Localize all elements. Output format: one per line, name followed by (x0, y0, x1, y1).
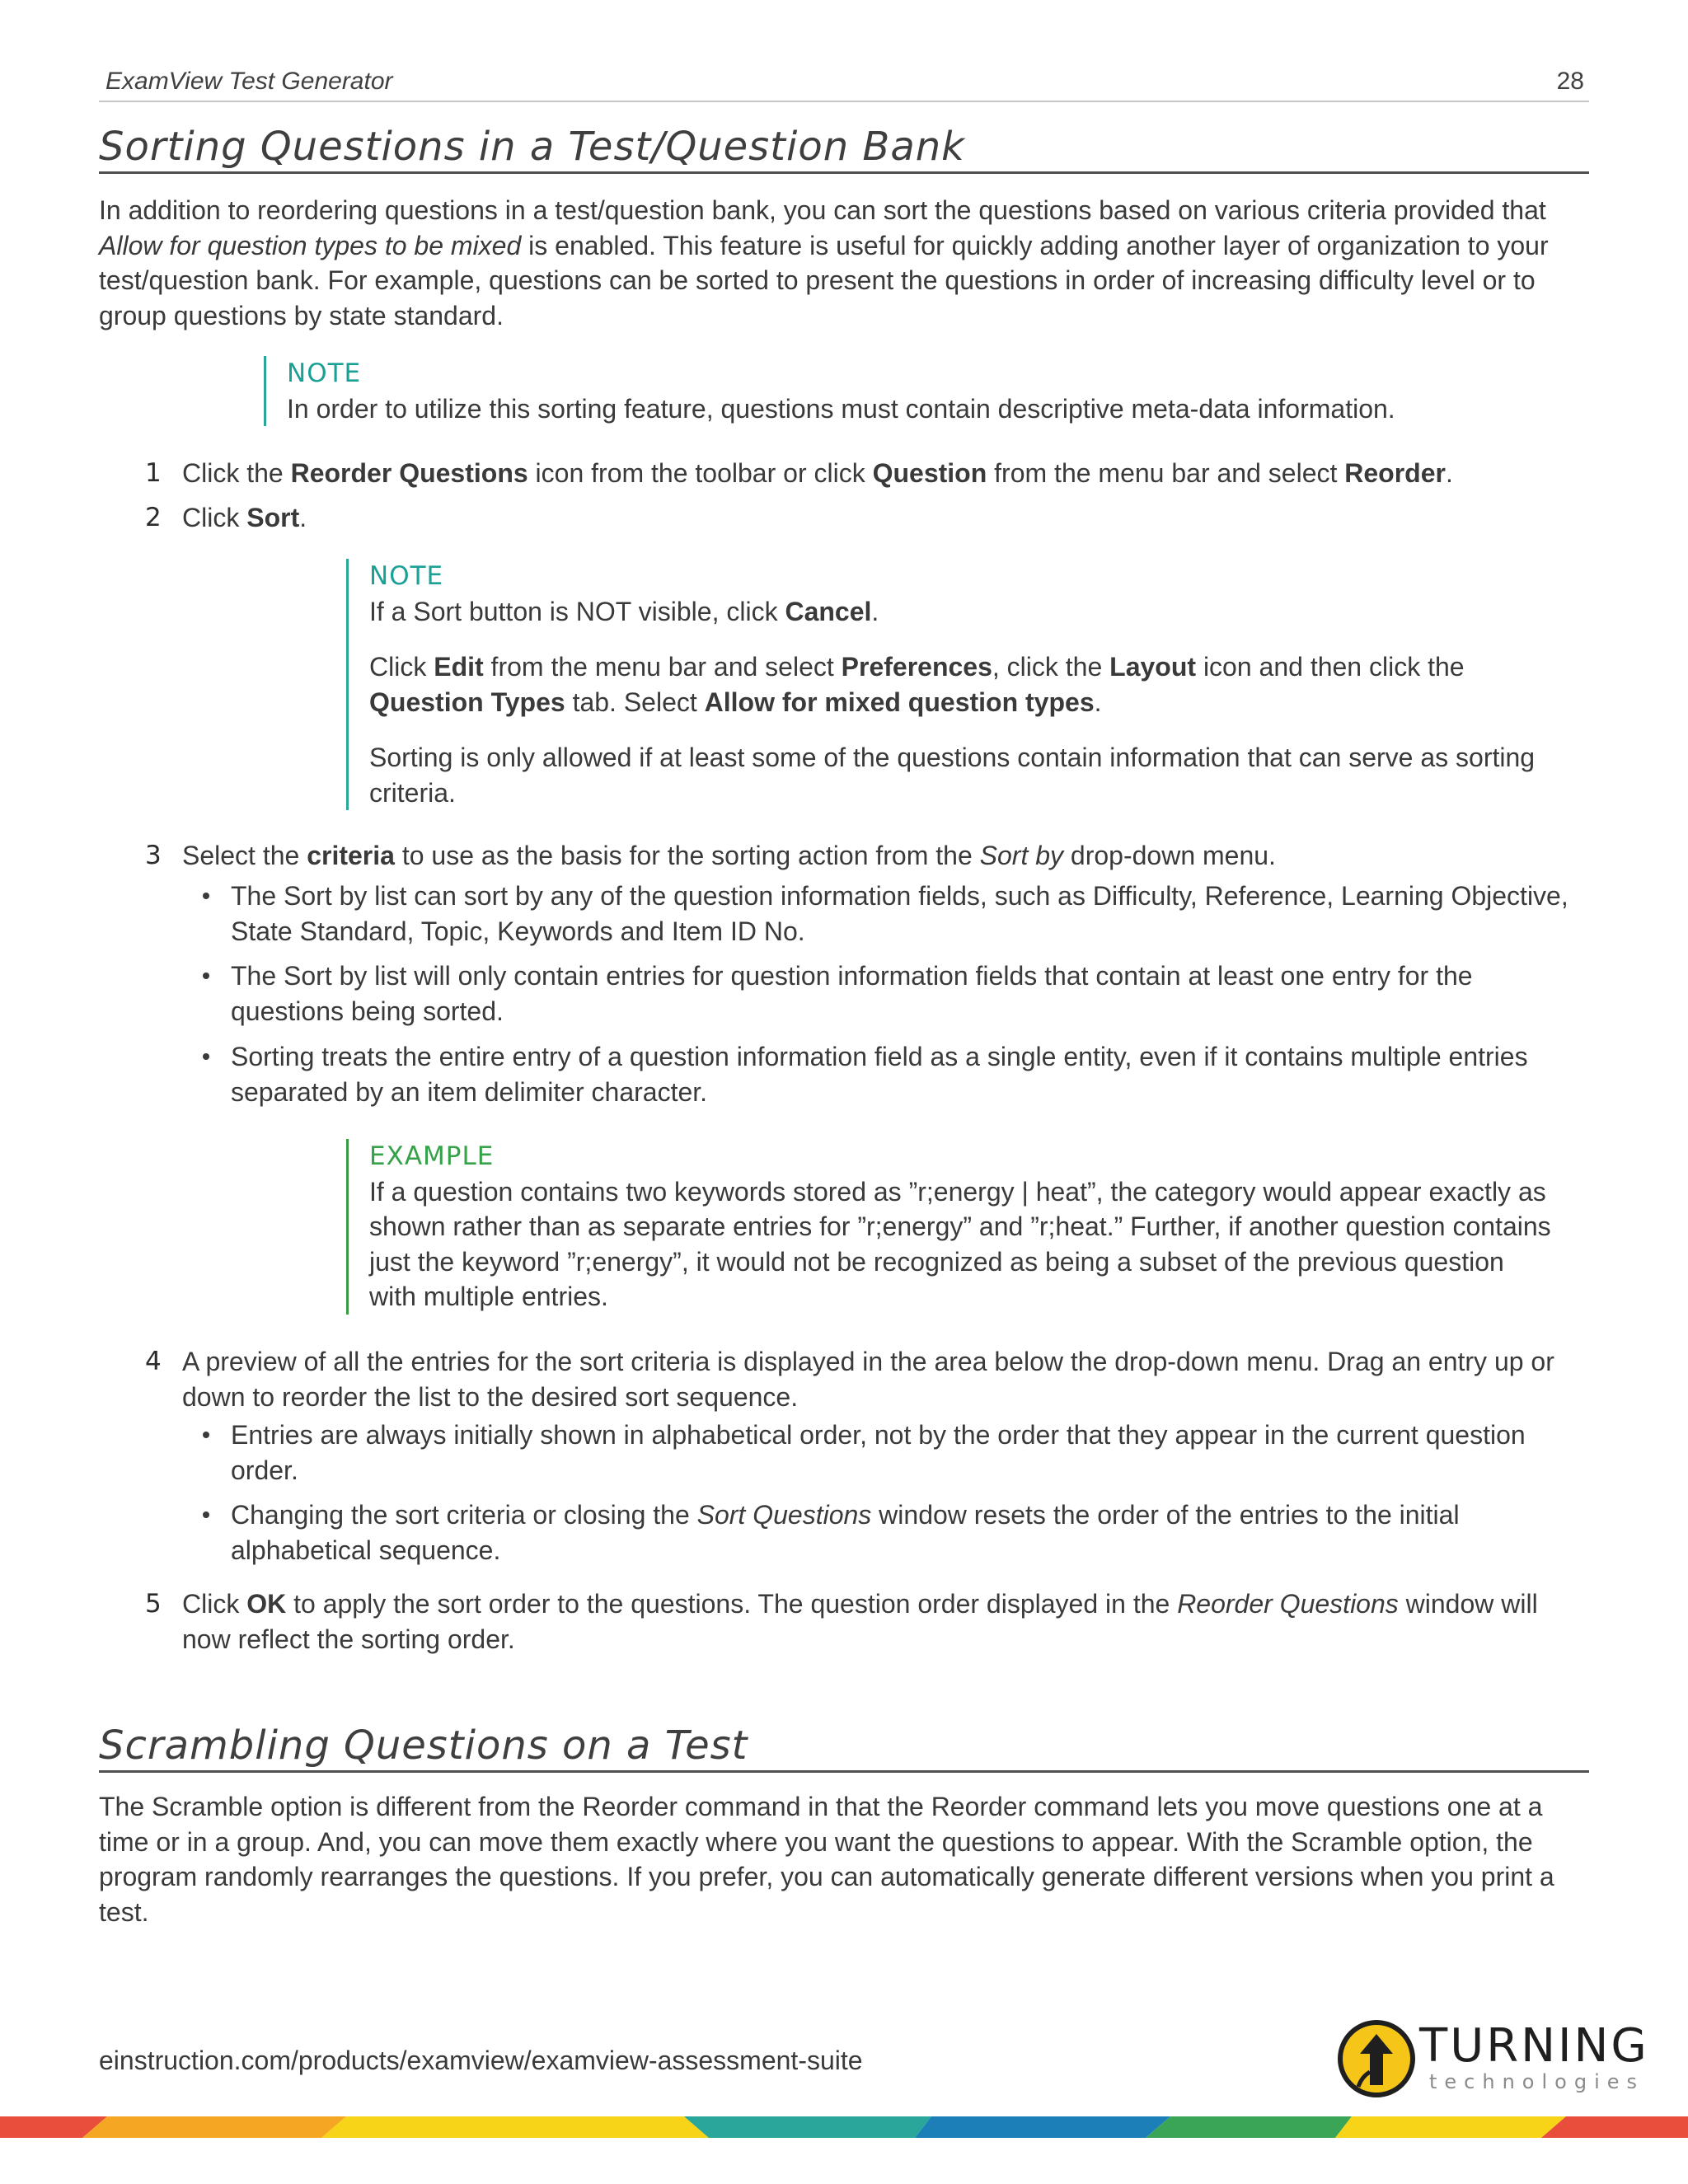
bullet-text: Sorting treats the entire entry of a question information field as a single entity, even if it contains multiple entries separated by an item delimiter character. (231, 1042, 1528, 1107)
bullet-text: Entries are always initially shown in alphabetical order, not by the order that they appear in the current question order. (231, 1420, 1526, 1485)
example-callout (346, 1139, 1556, 1315)
bullet-dot (203, 893, 209, 899)
step-number: 3 (145, 841, 162, 870)
note-label: NOTE (369, 561, 444, 591)
page-number: 28 (1556, 68, 1584, 95)
section-heading-text: Sorting Questions in a Test/Question Bank (99, 124, 965, 170)
bullet-text: Changing the sort criteria or closing the Sort Questions window resets the order of the entries to the initial alphabetical sequence. (231, 1500, 1460, 1565)
step-number: 1 (145, 458, 162, 488)
logo-subtitle: technologies (1429, 2070, 1644, 2093)
section-heading-sorting (99, 125, 1589, 174)
list-item (231, 1039, 1582, 1109)
header-title: ExamView Test Generator (106, 68, 393, 95)
list-item (231, 1418, 1582, 1488)
note-callout-2 (346, 559, 1540, 810)
step-text: A preview of all the entries for the sort criteria is displayed in the area below the drop-down menu. Drag an entry up or down to reorder the list to the desired sort sequence. (182, 1347, 1554, 1412)
list-item (231, 879, 1582, 949)
section-heading-text: Scrambling Questions on a Test (99, 1722, 748, 1769)
scramble-paragraph: The Scramble option is different from the Reorder command in that the Reorder command lets you move questions one at a time or in a group. And, you can move them exactly where you want the questions to appear. With the Scramble option, the program randomly rearranges the questions. If you prefer, you can automatically generate different versions when you print a test. (99, 1792, 1554, 1927)
intro-text-2: is enabled. This feature is useful for quickly adding another layer of organization to your test/question bank. For example, questions can be sorted to present the questions in order of increasing difficulty level or to group questions by state standard. (99, 230, 1549, 330)
step-text: Select the criteria to use as the basis for the sorting action from the Sort by drop-down menu. (182, 841, 1276, 870)
note-paragraph-1: If a Sort button is NOT visible, click Cancel. (369, 596, 879, 626)
list-item (231, 958, 1582, 1029)
bullet-text: The Sort by list will only contain entries for question information fields that contain at least one entry for the questions being sorted. (231, 961, 1473, 1026)
note-label: NOTE (287, 359, 362, 388)
example-label: EXAMPLE (369, 1141, 495, 1171)
step-number: 5 (145, 1589, 162, 1619)
turning-technologies-logo (1337, 2018, 1649, 2100)
step-text: Click OK to apply the sort order to the questions. The question order displayed in the Reorder Questions window will now reflect the sorting order. (182, 1589, 1538, 1654)
step-number: 2 (145, 503, 162, 532)
intro-text-1: In addition to reordering questions in a test/question bank, you can sort the questions based on various criteria provided that (99, 195, 1546, 225)
intro-emphasis: Allow for question types to be mixed (99, 230, 522, 260)
bullet-text: The Sort by list can sort by any of the question information fields, such as Difficulty, Reference, Learning Objective, State Standard, Topic, Keywords and Item ID No. (231, 881, 1568, 946)
bullet-dot (203, 1511, 209, 1518)
bullet-dot (203, 972, 209, 979)
bullet-dot (203, 1432, 209, 1438)
note-paragraph-2: Click Edit from the menu bar and select Preferences, click the Layout icon and then click the Question Types tab. Select Allow for mixed question types. (369, 652, 1465, 717)
example-text: If a question contains two keywords stored as ”r;energy | heat”, the category would appear exactly as shown rather than as separate entries for ”r;energy” and ”r;heat.” Further, if another question contains just the keyword ”r;energy”, it would not be recognized as being a subset of the previous question with multiple entries. (369, 1176, 1551, 1311)
note-paragraph-3: Sorting is only allowed if at least some of the questions contain information that can serve as sorting criteria. (369, 743, 1536, 808)
step-number: 4 (145, 1347, 162, 1376)
footer-link[interactable]: einstruction.com/products/examview/examview-assessment-suite (99, 2046, 863, 2075)
page-header (99, 68, 1589, 102)
note-callout-1 (264, 356, 1573, 426)
footer-color-stripe (0, 2116, 1688, 2138)
intro-paragraph (99, 193, 1566, 333)
note-text: In order to utilize this sorting feature, questions must contain descriptive meta-data information. (287, 393, 1395, 424)
step-text: Click the Reorder Questions icon from the toolbar or click Question from the menu bar and select Reorder. (182, 458, 1453, 488)
logo-wordmark: TURNING (1419, 2019, 1649, 2073)
bullet-dot (203, 1053, 209, 1060)
list-item (231, 1497, 1582, 1568)
section-heading-scrambling (99, 1724, 1589, 1773)
step-text: Click Sort. (182, 503, 307, 532)
turning-arrow-icon (1337, 2019, 1416, 2098)
